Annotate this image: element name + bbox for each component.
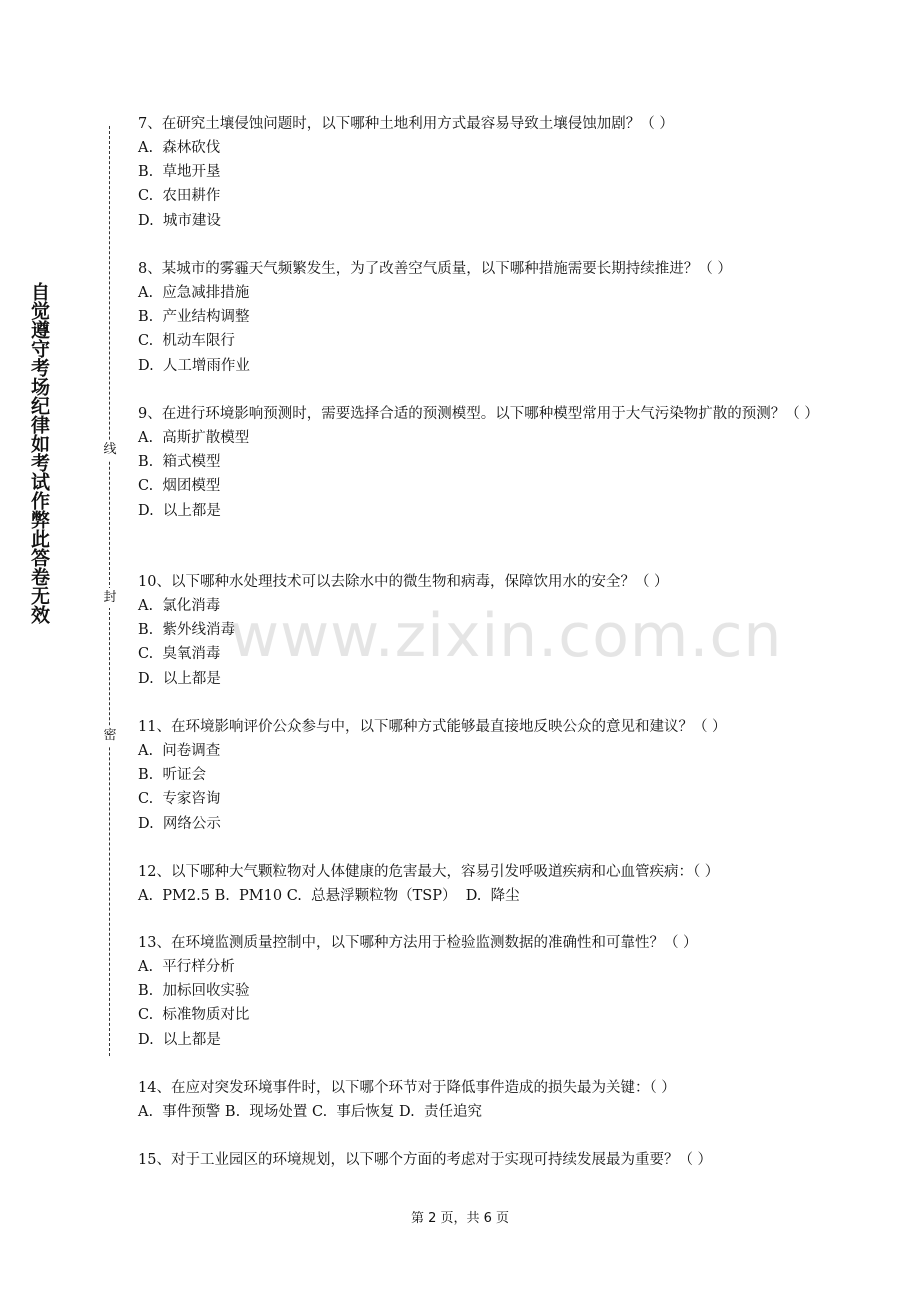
question-9	[138, 402, 818, 523]
question-8	[138, 257, 818, 378]
question-stem: 10、以下哪种水处理技术可以去除水中的微生物和病毒，保障饮用水的安全？（ ）	[138, 574, 669, 590]
option-c: C. 机动车限行	[138, 333, 235, 350]
option-b: B. 紫外线消毒	[138, 622, 235, 639]
option-c: C. 专家咨询	[138, 791, 221, 808]
option-d: D. 网络公示	[138, 815, 221, 832]
side-notice: 自觉遵守考场纪律如考试作弊此答卷无效	[28, 282, 50, 624]
watermark: www.zixin.com.cn	[230, 601, 783, 671]
option-d: D. 以上都是	[138, 670, 221, 687]
question-14	[138, 1076, 818, 1124]
option-c: C. 臭氧消毒	[138, 646, 221, 663]
option-a: A. 问卷调查	[138, 743, 221, 759]
question-stem: 9、在进行环境影响预测时，需要选择合适的预测模型。以下哪种模型常用于大气污染物扩散的预测？（ ）	[138, 406, 819, 422]
option-b: B. 加标回收实验	[138, 983, 250, 1000]
option-c: C. 烟团模型	[138, 478, 221, 495]
question-stem: 7、在研究土壤侵蚀问题时，以下哪种土地利用方式最容易导致土壤侵蚀加剧？（ ）	[138, 116, 674, 132]
option-b: B. 听证会	[138, 767, 206, 784]
question-11	[138, 715, 818, 836]
question-stem: 11、在环境影响评价公众参与中，以下哪种方式能够最直接地反映公众的意见和建议？（ ）	[138, 719, 727, 735]
question-stem: 14、在应对突发环境事件时，以下哪个环节对于降低事件造成的损失最为关键：（ ）	[138, 1080, 676, 1096]
question-13	[138, 931, 818, 1052]
binding-mark-line: 线	[101, 440, 119, 460]
option-d: D. 以上都是	[138, 502, 221, 519]
question-12	[138, 860, 818, 908]
option-a: A. 应急减排措施	[138, 285, 250, 301]
option-d: D. 城市建设	[138, 212, 221, 229]
option-a: A. 森林砍伐	[138, 140, 221, 156]
option-line: A. 事件预警 B. 现场处置 C. 事后恢复 D. 责任追究	[138, 1104, 482, 1120]
question-stem: 13、在环境监测质量控制中，以下哪种方法用于检验监测数据的准确性和可靠性？（ ）	[138, 935, 698, 951]
option-b: B. 草地开垦	[138, 164, 221, 181]
option-a: A. 氯化消毒	[138, 598, 221, 614]
option-d: D. 以上都是	[138, 1031, 221, 1048]
binding-mark-secret: 密	[101, 726, 119, 746]
option-c: C. 标准物质对比	[138, 1007, 250, 1024]
binding-mark-seal: 封	[101, 588, 119, 608]
question-stem: 8、某城市的雾霾天气频繁发生，为了改善空气质量，以下哪种措施需要长期持续推进？（ ）	[138, 261, 732, 277]
page-footer: 第 2 页，共 6 页	[410, 1211, 510, 1226]
option-a: A. 高斯扩散模型	[138, 430, 250, 446]
option-a: A. 平行样分析	[138, 959, 235, 975]
option-b: B. 箱式模型	[138, 454, 221, 471]
option-line: A. PM2.5 B. PM10 C. 总悬浮颗粒物（TSP） D. 降尘	[138, 888, 520, 904]
question-stem: 12、以下哪种大气颗粒物对人体健康的危害最大，容易引发呼吸道疾病和心血管疾病：（ ）	[138, 864, 720, 880]
question-10	[138, 570, 818, 691]
option-c: C. 农田耕作	[138, 188, 221, 205]
question-15	[138, 1148, 818, 1172]
question-7	[138, 112, 818, 233]
option-b: B. 产业结构调整	[138, 309, 250, 326]
question-stem: 15、对于工业园区的环境规划，以下哪个方面的考虑对于实现可持续发展最为重要？（ ）	[138, 1152, 713, 1168]
option-d: D. 人工增雨作业	[138, 357, 250, 374]
